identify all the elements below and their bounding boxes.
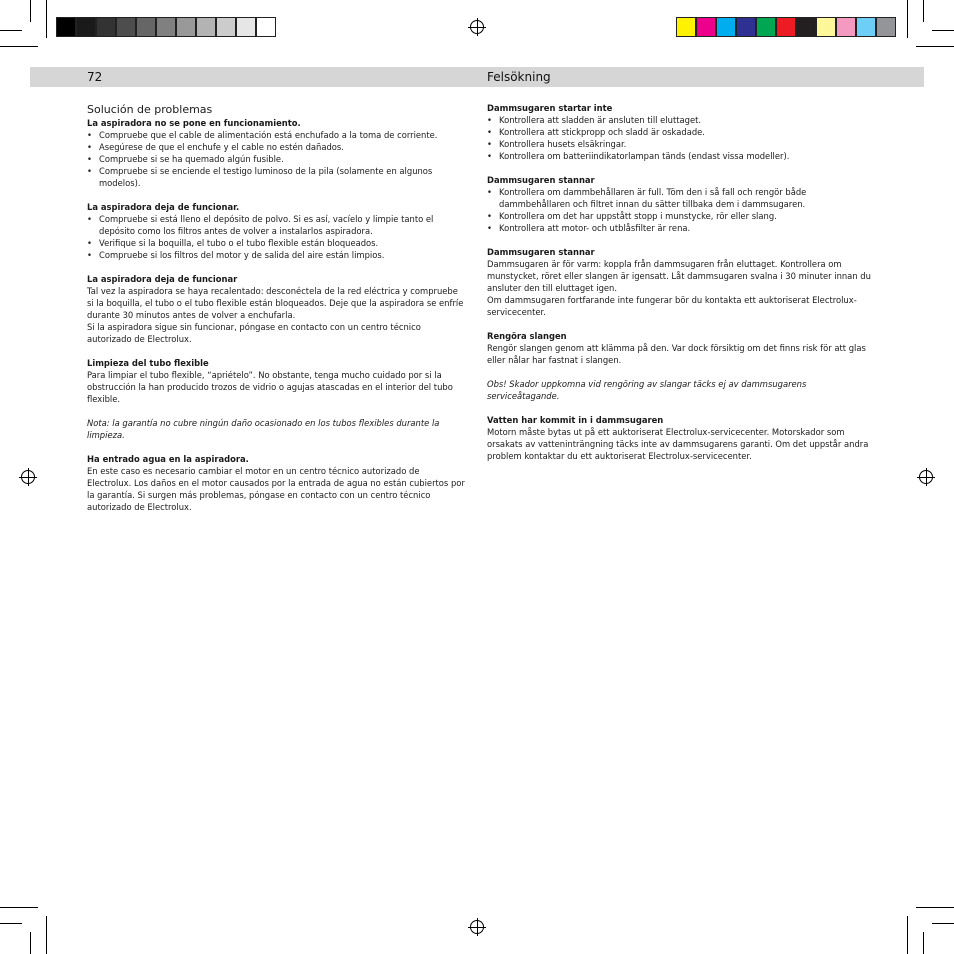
section — [87, 117, 465, 189]
section — [87, 357, 465, 441]
section — [487, 102, 871, 162]
header-band — [30, 67, 924, 87]
section-heading: La aspiradora deja de funcionar — [87, 274, 238, 284]
swatch — [836, 17, 856, 37]
swatch — [176, 17, 196, 37]
grayscale-bar — [56, 17, 276, 37]
swatch — [676, 17, 696, 37]
list-item: • Compruebe que el cable de alimentación está enchufado a la toma de corriente. — [87, 129, 465, 141]
swatch — [156, 17, 176, 37]
section-heading: Vatten har kommit in i dammsugaren — [487, 415, 664, 425]
swatch — [736, 17, 756, 37]
list-item: • Compruebe si se enciende el testigo luminoso de la pila (solamente en algunos modelos). — [87, 165, 465, 189]
list-item: • Kontrollera husets elsäkringar. — [487, 138, 871, 150]
list-item: • Compruebe si está lleno el depósito de polvo. Si es así, vacíelo y limpie tanto el depósito como los filtros antes de volver a instalarlos aspiradora. — [87, 213, 465, 237]
section — [487, 330, 871, 402]
note: Nota: la garantía no cubre ningún daño ocasionado en los tubos flexibles durante la limpieza. — [87, 418, 440, 440]
swatch — [756, 17, 776, 37]
bullet-list — [487, 114, 871, 162]
swatch — [56, 17, 76, 37]
swatch — [876, 17, 896, 37]
list-item: • Verifique si la boquilla, el tubo o el tubo flexible están bloqueados. — [87, 237, 465, 249]
registration-mark-icon — [21, 470, 35, 484]
section — [87, 273, 465, 345]
swatch — [796, 17, 816, 37]
section-heading: Dammsugaren stannar — [487, 175, 595, 185]
swatch — [256, 17, 276, 37]
paragraph: En este caso es necesario cambiar el motor en un centro técnico autorizado de Electrolux. Los daños en el motor causados por la entrada de agua no están cubiertos por la garantía. Si surgen más problemas, póngase en contacto con un centro técnico autorizado de Electrolux. — [87, 466, 465, 512]
swatch — [696, 17, 716, 37]
paragraph: Tal vez la aspiradora se haya recalentado: desconéctela de la red eléctrica y compruebe si la boquilla, el tubo o el tubo flexible están bloqueados. Deje que la aspiradora se enfríe durante 30 minutos antes de volver a enchufarla. — [87, 286, 464, 320]
section — [487, 246, 871, 318]
note: Obs! Skador uppkomna vid rengöring av slangar täcks ej av dammsugarens serviceåtagande. — [487, 379, 807, 401]
section-title: Felsökning — [487, 70, 551, 84]
left-column — [87, 103, 465, 513]
section — [487, 414, 871, 462]
list-item: • Kontrollera om det har uppstått stopp i munstycke, rör eller slang. — [487, 210, 871, 222]
swatch — [716, 17, 736, 37]
section — [87, 201, 465, 261]
list-item: • Kontrollera om dammbehållaren är full. Töm den i så fall och rengör både dammbehållaren och filtret innan du sätter tillbaka dem i dammsugaren. — [487, 186, 871, 210]
paragraph: Para limpiar el tubo flexible, “apriételo”. No obstante, tenga mucho cuidado por si la obstrucción la han producido trozos de vidrio o agujas atascadas en el interior del tubo flexible. — [87, 370, 453, 404]
swatch — [136, 17, 156, 37]
paragraph: Si la aspiradora sigue sin funcionar, póngase en contacto con un centro técnico autorizado de Electrolux. — [87, 322, 421, 344]
section-heading: Dammsugaren startar inte — [487, 103, 613, 113]
swatch — [236, 17, 256, 37]
section-heading: Ha entrado agua en la aspiradora. — [87, 454, 249, 464]
paragraph: Dammsugaren är för varm: koppla från dammsugaren från eluttaget. Kontrollera om munstycket, röret eller slangen är igensatt. Låt dammsugaren svalna i 30 minuter innan du ansluter den till eluttaget igen. — [487, 259, 871, 293]
section-heading: La aspiradora no se pone en funcionamiento. — [87, 118, 301, 128]
registration-mark-icon — [470, 920, 484, 934]
swatch — [76, 17, 96, 37]
registration-mark-icon — [470, 20, 484, 34]
swatch — [96, 17, 116, 37]
list-item: • Asegúrese de que el enchufe y el cable no estén dañados. — [87, 141, 465, 153]
list-item: • Kontrollera om batteriindikatorlampan tänds (endast vissa modeller). — [487, 150, 871, 162]
registration-mark-icon — [919, 470, 933, 484]
swatch — [196, 17, 216, 37]
column-title: Solución de problemas — [87, 103, 213, 116]
color-bar — [676, 17, 896, 37]
bullet-list — [487, 186, 871, 234]
paragraph: Motorn måste bytas ut på ett auktoriserat Electrolux-servicecenter. Motorskador som orsakats av vatteninträngning täcks inte av dammsugarens garanti. Om det uppstår andra problem kontaktar du ett auktoriserat Electrolux-servicecenter. — [487, 427, 869, 461]
list-item: • Kontrollera att stickpropp och sladd är oskadade. — [487, 126, 871, 138]
paragraph: Rengör slangen genom att klämma på den. Var dock försiktig om det finns risk för att glas eller nålar har fastnat i slangen. — [487, 343, 866, 365]
list-item: • Kontrollera att sladden är ansluten till eluttaget. — [487, 114, 871, 126]
section — [487, 174, 871, 234]
bullet-list — [87, 213, 465, 261]
page-number: 72 — [87, 70, 103, 84]
swatch — [816, 17, 836, 37]
section — [87, 453, 465, 513]
list-item: • Compruebe si se ha quemado algún fusible. — [87, 153, 465, 165]
right-column — [487, 102, 871, 462]
list-item: • Kontrollera att motor- och utblåsfilter är rena. — [487, 222, 871, 234]
bullet-list — [87, 129, 465, 189]
swatch — [856, 17, 876, 37]
swatch — [216, 17, 236, 37]
list-item: • Compruebe si los filtros del motor y de salida del aire están limpios. — [87, 249, 465, 261]
section-heading: Rengöra slangen — [487, 331, 567, 341]
paragraph: Om dammsugaren fortfarande inte fungerar bör du kontakta ett auktoriserat Electrolux-servicecenter. — [487, 295, 857, 317]
section-heading: Limpieza del tubo flexible — [87, 358, 209, 368]
swatch — [776, 17, 796, 37]
section-heading: Dammsugaren stannar — [487, 247, 595, 257]
section-heading: La aspiradora deja de funcionar. — [87, 202, 240, 212]
swatch — [116, 17, 136, 37]
